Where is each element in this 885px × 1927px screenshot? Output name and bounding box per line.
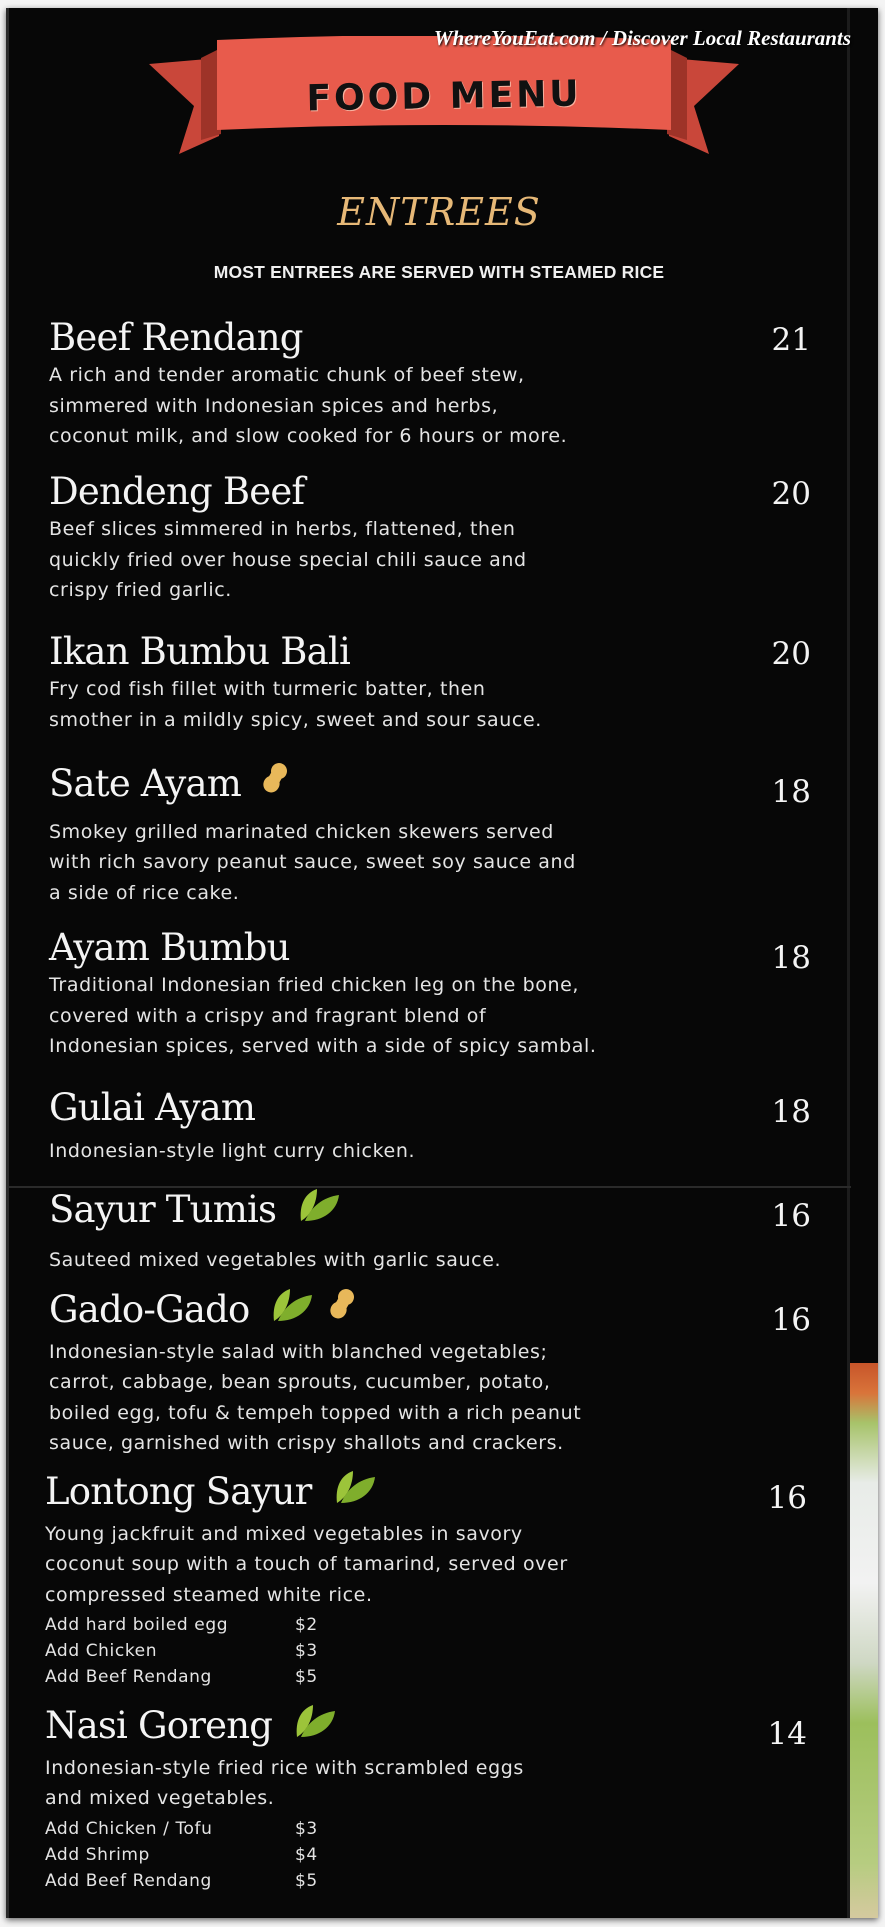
item-name: Beef Rendang bbox=[49, 316, 303, 359]
item-name: Gulai Ayam bbox=[49, 1086, 256, 1129]
item-description bbox=[49, 674, 769, 735]
item-description bbox=[49, 1337, 769, 1459]
item-description bbox=[49, 1136, 769, 1167]
addon-row bbox=[45, 1816, 765, 1842]
desc-line: sauce, garnished with crispy shallots and crackers. bbox=[49, 1432, 564, 1454]
addon-row bbox=[45, 1868, 765, 1894]
addon-label: Add Beef Rendang bbox=[45, 1667, 212, 1687]
item-name-text: Lontong Sayur bbox=[45, 1470, 312, 1513]
desc-line: Smokey grilled marinated chicken skewers served bbox=[49, 820, 554, 843]
desc-line: crispy fried garlic. bbox=[49, 579, 232, 601]
addon-row bbox=[45, 1664, 765, 1690]
menu-item bbox=[49, 1188, 811, 1275]
menu-item bbox=[45, 1470, 807, 1690]
menu-item bbox=[49, 1086, 811, 1167]
desc-line: Beef slices simmered in herbs, flattened, then bbox=[49, 518, 516, 540]
desc-line: compressed steamed white rice. bbox=[45, 1583, 373, 1606]
menu-item bbox=[45, 1704, 807, 1894]
desc-line: Indonesian-style salad with blanched vegetables; bbox=[49, 1340, 548, 1363]
item-name bbox=[49, 762, 769, 809]
item-name: Ayam Bumbu bbox=[49, 926, 290, 969]
item-price: 20 bbox=[771, 476, 811, 512]
item-name-text: Sate Ayam bbox=[49, 762, 242, 805]
menu-item bbox=[49, 470, 811, 606]
menu-item bbox=[49, 1288, 811, 1459]
addon-row bbox=[45, 1842, 765, 1868]
item-price: 16 bbox=[767, 1480, 807, 1516]
banner-title: FOOD MENU bbox=[306, 73, 582, 120]
item-price: 18 bbox=[771, 940, 811, 976]
addon-label: Add hard boiled egg bbox=[45, 1615, 229, 1635]
desc-line: a side of rice cake. bbox=[49, 881, 240, 904]
addon-price: $5 bbox=[295, 1667, 318, 1687]
item-description bbox=[45, 1519, 765, 1611]
menu-item bbox=[49, 762, 811, 908]
leaf-icon bbox=[333, 1467, 377, 1515]
leaf-icon bbox=[297, 1185, 341, 1233]
desc-line: Sauteed mixed vegetables with garlic sauce. bbox=[49, 1248, 502, 1271]
addon-label: Add Chicken / Tofu bbox=[45, 1818, 213, 1839]
item-price: 14 bbox=[767, 1716, 807, 1752]
desc-line: Traditional Indonesian fried chicken leg on the bone, bbox=[49, 974, 580, 996]
desc-line: smother in a mildly spicy, sweet and sour sauce. bbox=[49, 708, 542, 731]
addon-label: Add Shrimp bbox=[45, 1844, 150, 1865]
desc-line: carrot, cabbage, bean sprouts, cucumber, potato, bbox=[49, 1371, 551, 1393]
item-name-text: Gado-Gado bbox=[49, 1288, 250, 1331]
watermark-text: WhereYouEat.com / Discover Local Restaurants bbox=[433, 26, 851, 50]
item-price: 18 bbox=[771, 1094, 811, 1130]
desc-line: Indonesian-style light curry chicken. bbox=[49, 1140, 416, 1162]
desc-line: Fry cod fish fillet with turmeric batter, then bbox=[49, 678, 486, 700]
desc-line: coconut soup with a touch of tamarind, served over bbox=[45, 1553, 568, 1575]
desc-line: Indonesian-style fried rice with scrambled eggs bbox=[45, 1756, 524, 1779]
item-description bbox=[49, 970, 769, 1062]
item-description bbox=[49, 360, 769, 452]
addon-price: $3 bbox=[295, 1818, 318, 1839]
desc-line: quickly fried over house special chili sauce and bbox=[49, 548, 527, 571]
desc-line: A rich and tender aromatic chunk of beef stew, bbox=[49, 364, 525, 386]
item-description bbox=[49, 514, 769, 606]
item-name-text: Nasi Goreng bbox=[45, 1704, 273, 1747]
addon-label: Add Beef Rendang bbox=[45, 1870, 212, 1891]
item-name bbox=[49, 1288, 769, 1337]
addon-row bbox=[45, 1638, 765, 1664]
item-name: Ikan Bumbu Bali bbox=[49, 630, 350, 673]
addon-price: $4 bbox=[295, 1844, 318, 1865]
menu-item bbox=[49, 926, 811, 1062]
desc-line: Indonesian spices, served with a side of spicy sambal. bbox=[49, 1035, 597, 1057]
item-name: Dendeng Beef bbox=[49, 470, 305, 513]
item-price: 16 bbox=[771, 1198, 811, 1234]
section-title: ENTREES bbox=[337, 190, 541, 234]
item-price: 18 bbox=[771, 774, 811, 810]
addon-row bbox=[45, 1612, 765, 1638]
leaf-icon bbox=[270, 1285, 314, 1333]
item-name bbox=[45, 1470, 765, 1519]
menu-banner bbox=[149, 36, 739, 161]
item-name bbox=[49, 1188, 769, 1237]
item-name bbox=[45, 1704, 765, 1753]
item-price: 20 bbox=[771, 636, 811, 672]
leaf-icon bbox=[293, 1701, 337, 1749]
food-photo-strip bbox=[850, 1363, 878, 1918]
item-description bbox=[49, 817, 769, 909]
peanut-icon bbox=[262, 761, 288, 805]
desc-line: coconut milk, and slow cooked for 6 hours or more. bbox=[49, 425, 568, 447]
item-price: 16 bbox=[771, 1302, 811, 1338]
menu-page bbox=[6, 8, 878, 1918]
item-description bbox=[45, 1753, 765, 1814]
desc-line: simmered with Indonesian spices and herbs, bbox=[49, 394, 499, 417]
desc-line: Young jackfruit and mixed vegetables in savory bbox=[45, 1522, 523, 1545]
peanut-icon bbox=[329, 1287, 355, 1331]
desc-line: with rich savory peanut sauce, sweet soy sauce and bbox=[49, 851, 576, 873]
section-subtitle: MOST ENTREES ARE SERVED WITH STEAMED RICE bbox=[213, 262, 665, 282]
desc-line: and mixed vegetables. bbox=[45, 1787, 275, 1809]
addon-price: $3 bbox=[295, 1641, 318, 1661]
desc-line: boiled egg, tofu & tempeh topped with a rich peanut bbox=[49, 1401, 582, 1424]
menu-item bbox=[49, 630, 811, 735]
item-price: 21 bbox=[771, 322, 811, 358]
addon-list bbox=[45, 1612, 765, 1690]
desc-line: covered with a crispy and fragrant blend of bbox=[49, 1004, 487, 1027]
addon-price: $5 bbox=[295, 1870, 318, 1891]
addon-label: Add Chicken bbox=[45, 1641, 158, 1661]
addon-price: $2 bbox=[295, 1615, 318, 1635]
item-description bbox=[49, 1245, 769, 1276]
addon-list bbox=[45, 1816, 765, 1894]
item-name-text: Sayur Tumis bbox=[49, 1188, 277, 1231]
menu-item bbox=[49, 316, 811, 452]
